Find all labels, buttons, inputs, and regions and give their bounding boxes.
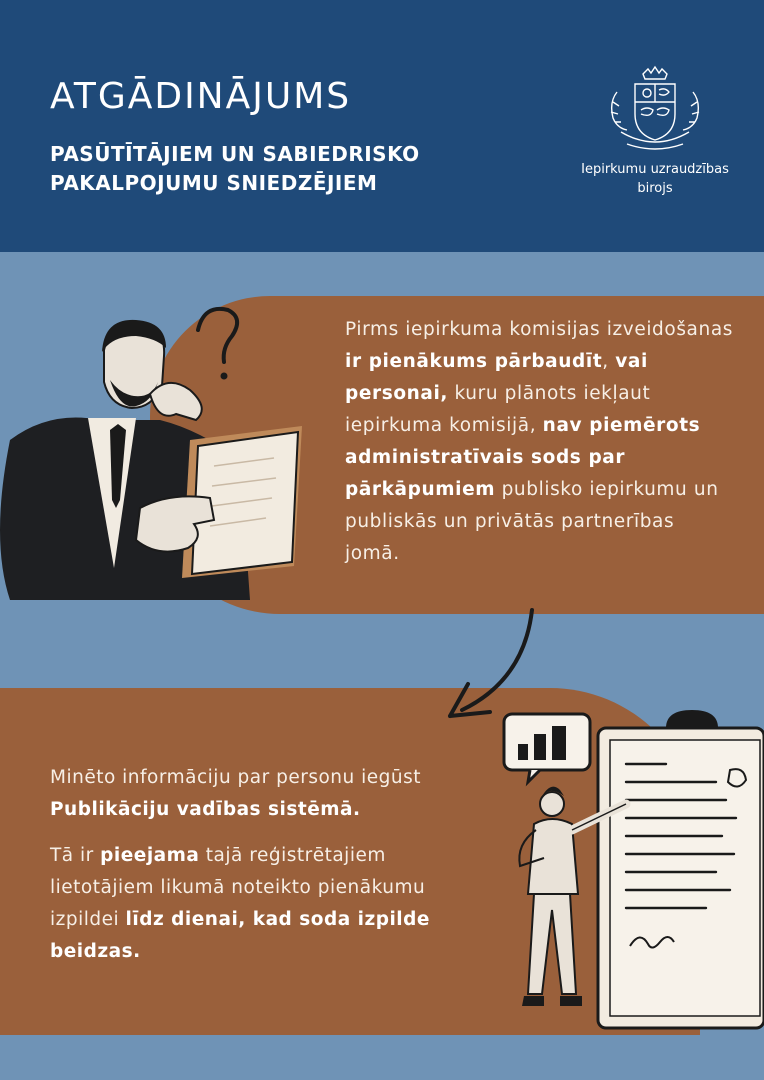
highlight: ir pienākums pārbaudīt (345, 351, 603, 372)
logo (580, 62, 730, 202)
highlight: līdz dienai, kad soda izpilde beidzas. (50, 909, 430, 962)
paragraph-availability (50, 840, 490, 968)
highlight: vai personai, (345, 351, 648, 404)
highlight: pieejama (100, 845, 200, 866)
text: kuru plānots iekļaut iepirkuma komisijā, (345, 383, 651, 436)
logo-text (580, 160, 730, 198)
highlight: nav piemērots administratīvais sods par pārkāpumiem (345, 415, 701, 500)
paragraph-check-requirement (345, 314, 735, 570)
text: Pirms iepirkuma komisijas izveidošanas (345, 319, 733, 340)
highlight: Publikāciju vadības sistēmā. (50, 799, 361, 820)
text: Minēto informāciju par personu iegūst (50, 767, 422, 788)
text: publisko iepirkumu un publiskās un privātās partnerības jomā. (345, 479, 719, 564)
coat-of-arms-icon (597, 62, 713, 158)
page-subtitle: PASŪTĪTĀJIEM UN SABIEDRISKO PAKALPOJUMU SNIEDZĒJIEM (50, 142, 420, 195)
header (0, 0, 764, 252)
text: tajā reģistrētajiem lietotājiem likumā noteikto pienākumu izpildei (50, 845, 426, 930)
logo-line-1: Iepirkumu uzraudzības (581, 162, 729, 177)
text: , (602, 351, 616, 372)
logo-line-2: birojs (637, 181, 673, 196)
text: Tā ir (50, 845, 101, 866)
paragraph-info-source (50, 762, 510, 826)
page-title: ATGĀDINĀJUMS (50, 76, 352, 117)
clipboard-presenter-illustration (496, 700, 764, 1030)
thinking-man-illustration (0, 290, 320, 600)
